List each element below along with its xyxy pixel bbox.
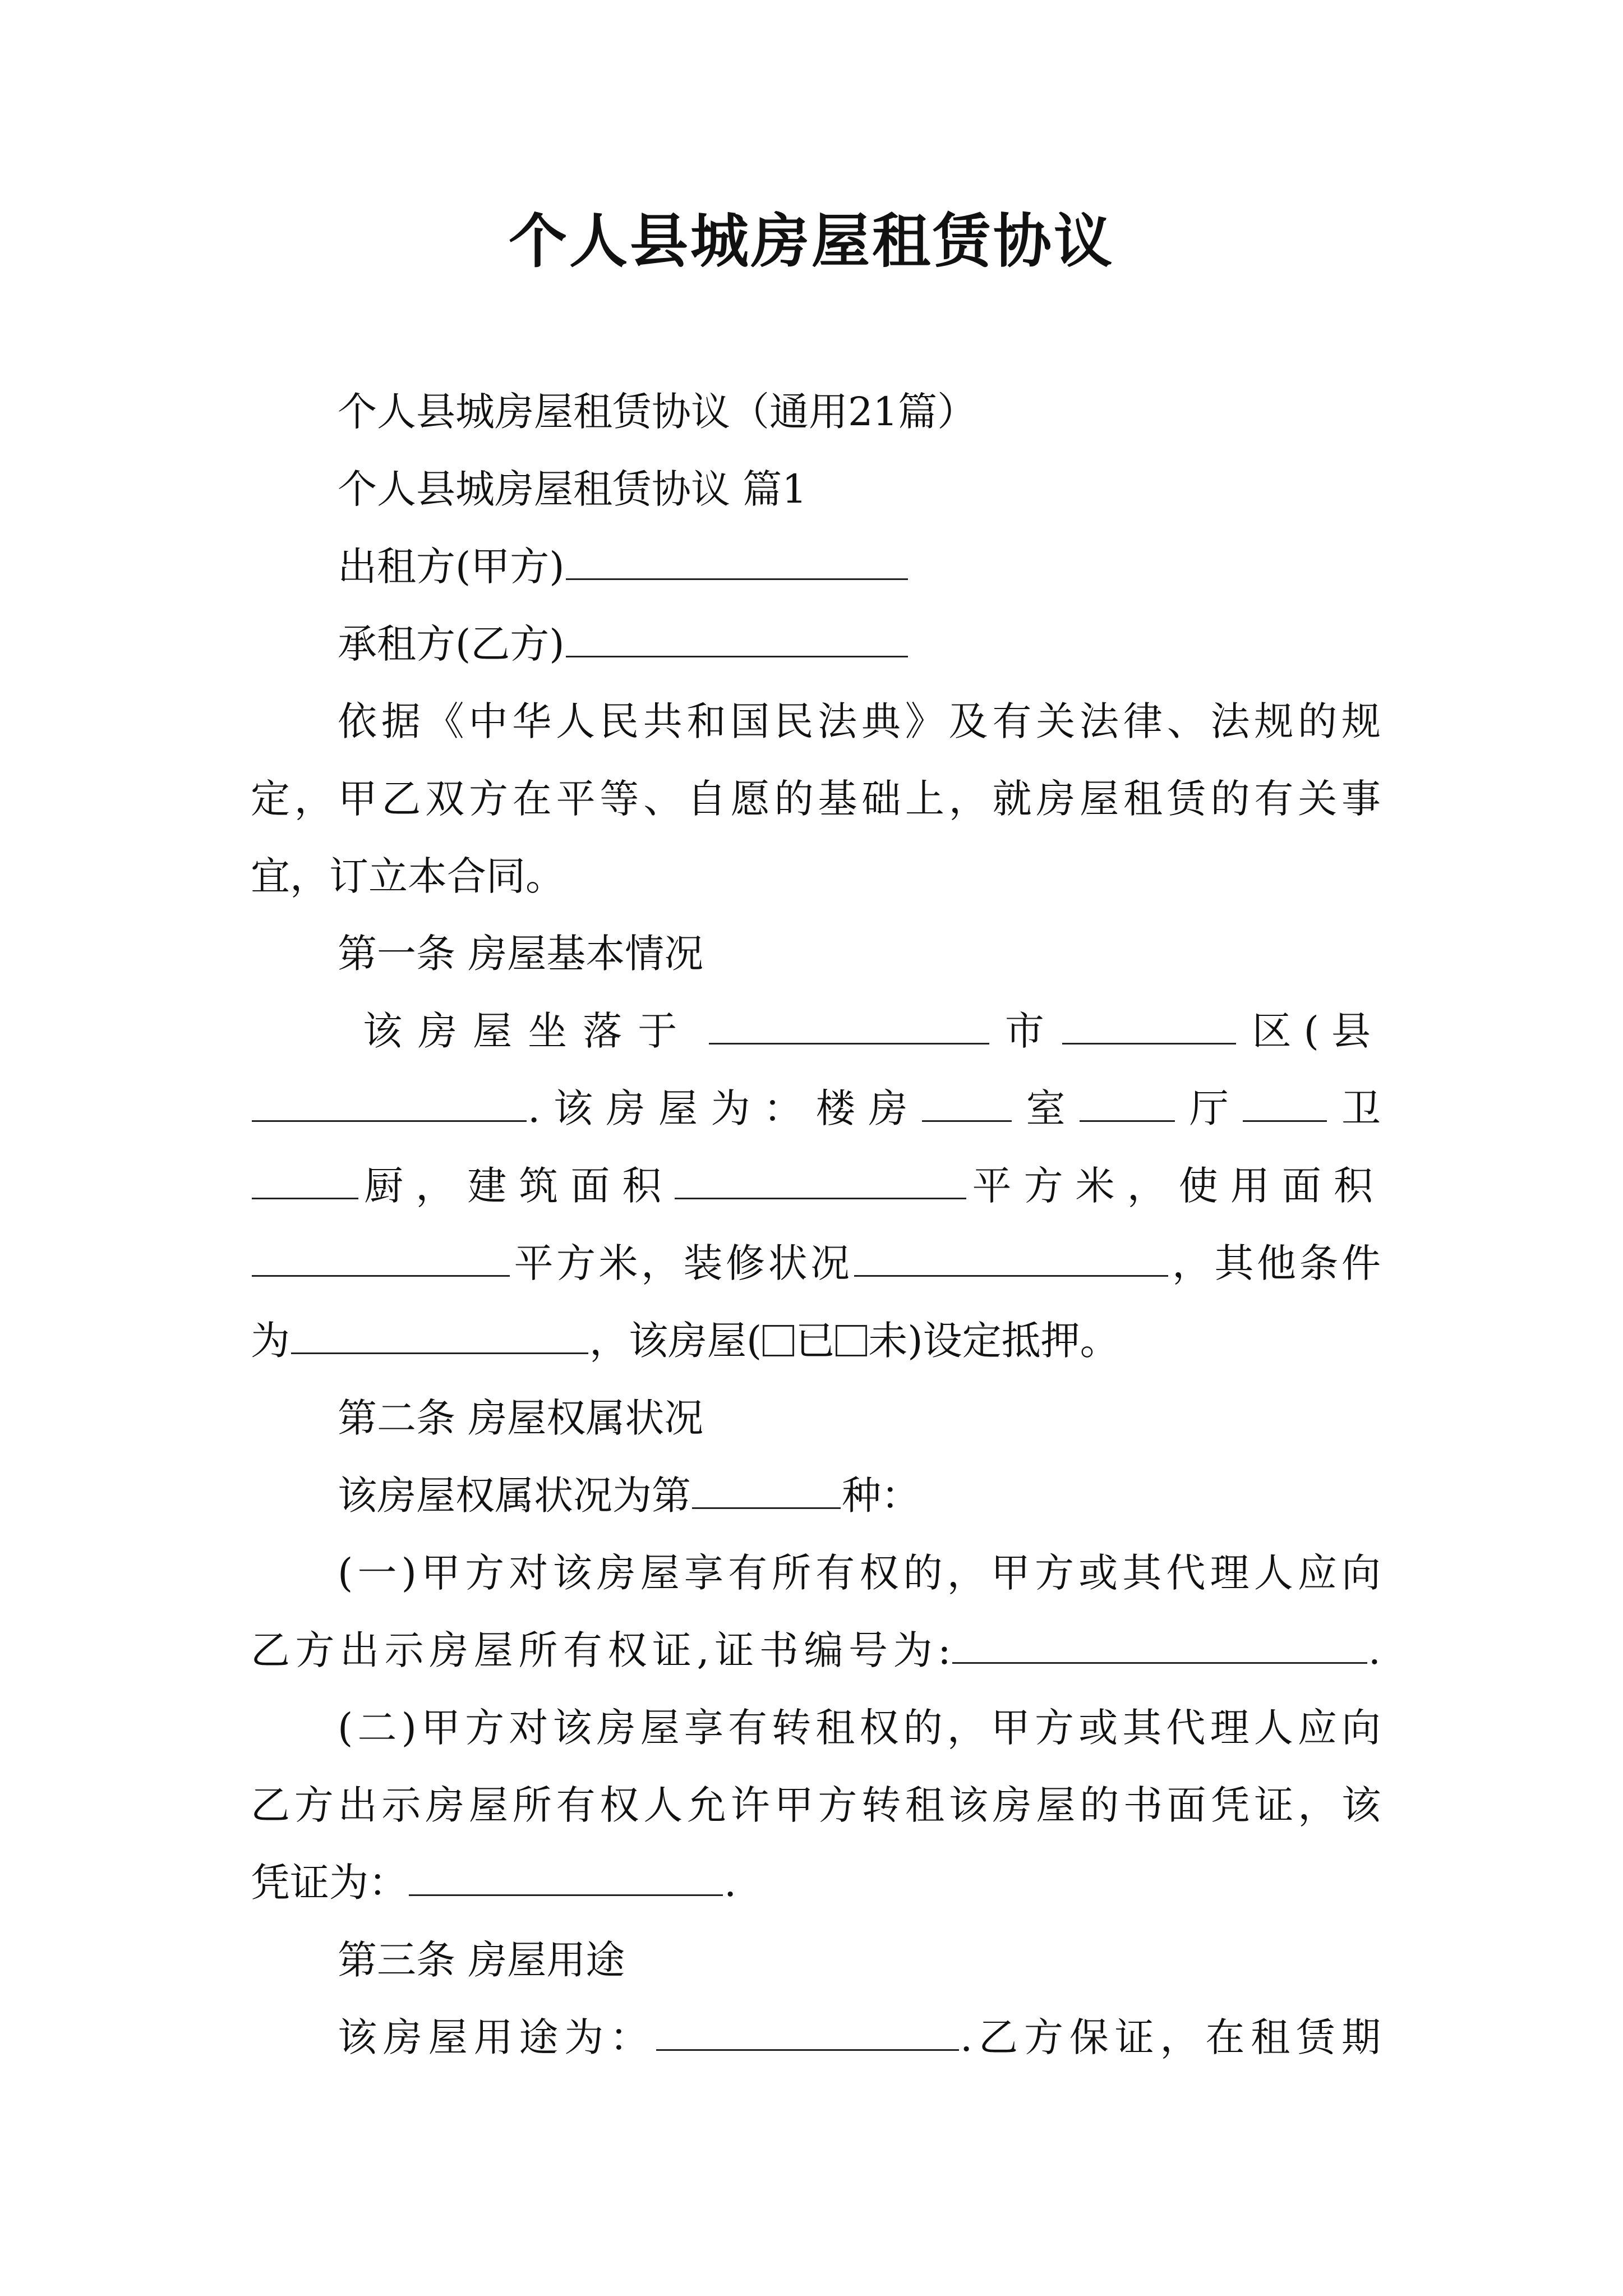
- paragraph-line: 为 ，该房屋( 已 未)设定抵押。: [251, 1302, 1381, 1379]
- mortgaged-checkbox[interactable]: [763, 1325, 794, 1356]
- document-body: [251, 373, 1381, 2076]
- other-conditions-blank: [291, 1315, 588, 1355]
- paragraph-line: 宜，订立本合同。: [251, 853, 565, 899]
- room-blank: [922, 1083, 1012, 1122]
- paragraph-line: (一)甲方对该房屋享有所有权的，甲方或其代理人应向: [338, 1550, 1381, 1596]
- location-blank: [709, 1006, 989, 1045]
- hall-blank: [1080, 1083, 1175, 1122]
- kitchen-blank: [252, 1161, 358, 1200]
- article-heading: 第一条 房屋基本情况: [338, 931, 704, 977]
- paragraph-line: 依据《中华人民共和国民法典》及有关法律、法规的规: [338, 698, 1381, 744]
- lessee-line: 承租方(乙方): [251, 605, 1381, 683]
- paragraph-line: .该房屋为：楼房 室 厅 卫: [251, 1070, 1381, 1147]
- lessor-blank: [566, 541, 908, 581]
- document-title: 个人县城房屋租赁协议: [508, 206, 1114, 275]
- subtitle-line: 个人县城房屋租赁协议（通用21篇）: [338, 389, 977, 435]
- paragraph-line: 该房屋用途为： .乙方保证，在租赁期: [251, 1999, 1381, 2076]
- purpose-blank: [656, 2012, 959, 2051]
- floor-area-blank: [675, 1161, 966, 1200]
- voucher-blank: [409, 1857, 723, 1897]
- paragraph-line: 乙方出示房屋所有权证,证书编号为: .: [251, 1612, 1381, 1689]
- article-heading: 第三条 房屋用途: [338, 1937, 625, 1983]
- county-blank: [252, 1083, 527, 1122]
- usable-area-blank: [252, 1238, 510, 1277]
- article-heading: 第二条 房屋权属状况: [338, 1395, 704, 1441]
- paragraph-line: 定，甲乙双方在平等、自愿的基础上，就房屋租赁的有关事: [251, 776, 1381, 822]
- decoration-blank: [854, 1238, 1168, 1277]
- paragraph-line: 平方米，装修状况 ，其他条件: [251, 1225, 1381, 1302]
- paragraph-line: (二)甲方对该房屋享有转租权的，甲方或其代理人应向: [338, 1705, 1381, 1751]
- paragraph-line: 厨，建筑面积 平方米，使用面积: [251, 1147, 1381, 1225]
- lessor-line: 出租方(甲方): [251, 528, 1381, 605]
- section-heading: 个人县城房屋租赁协议 篇1: [338, 466, 807, 512]
- paragraph-line: 凭证为： .: [251, 1844, 1381, 1921]
- certificate-number-blank: [952, 1625, 1367, 1664]
- bath-blank: [1243, 1083, 1327, 1122]
- paragraph-line: 该房屋权属状况为第 种：: [251, 1457, 1381, 1534]
- paragraph-line: 该房屋坐落于 市 区(县: [251, 992, 1381, 1070]
- not-mortgaged-checkbox[interactable]: [836, 1325, 867, 1356]
- city-blank: [1062, 1006, 1236, 1045]
- ownership-type-blank: [692, 1470, 841, 1510]
- lessee-blank: [566, 619, 908, 658]
- paragraph-line: 乙方出示房屋所有权人允许甲方转租该房屋的书面凭证，该: [251, 1782, 1381, 1828]
